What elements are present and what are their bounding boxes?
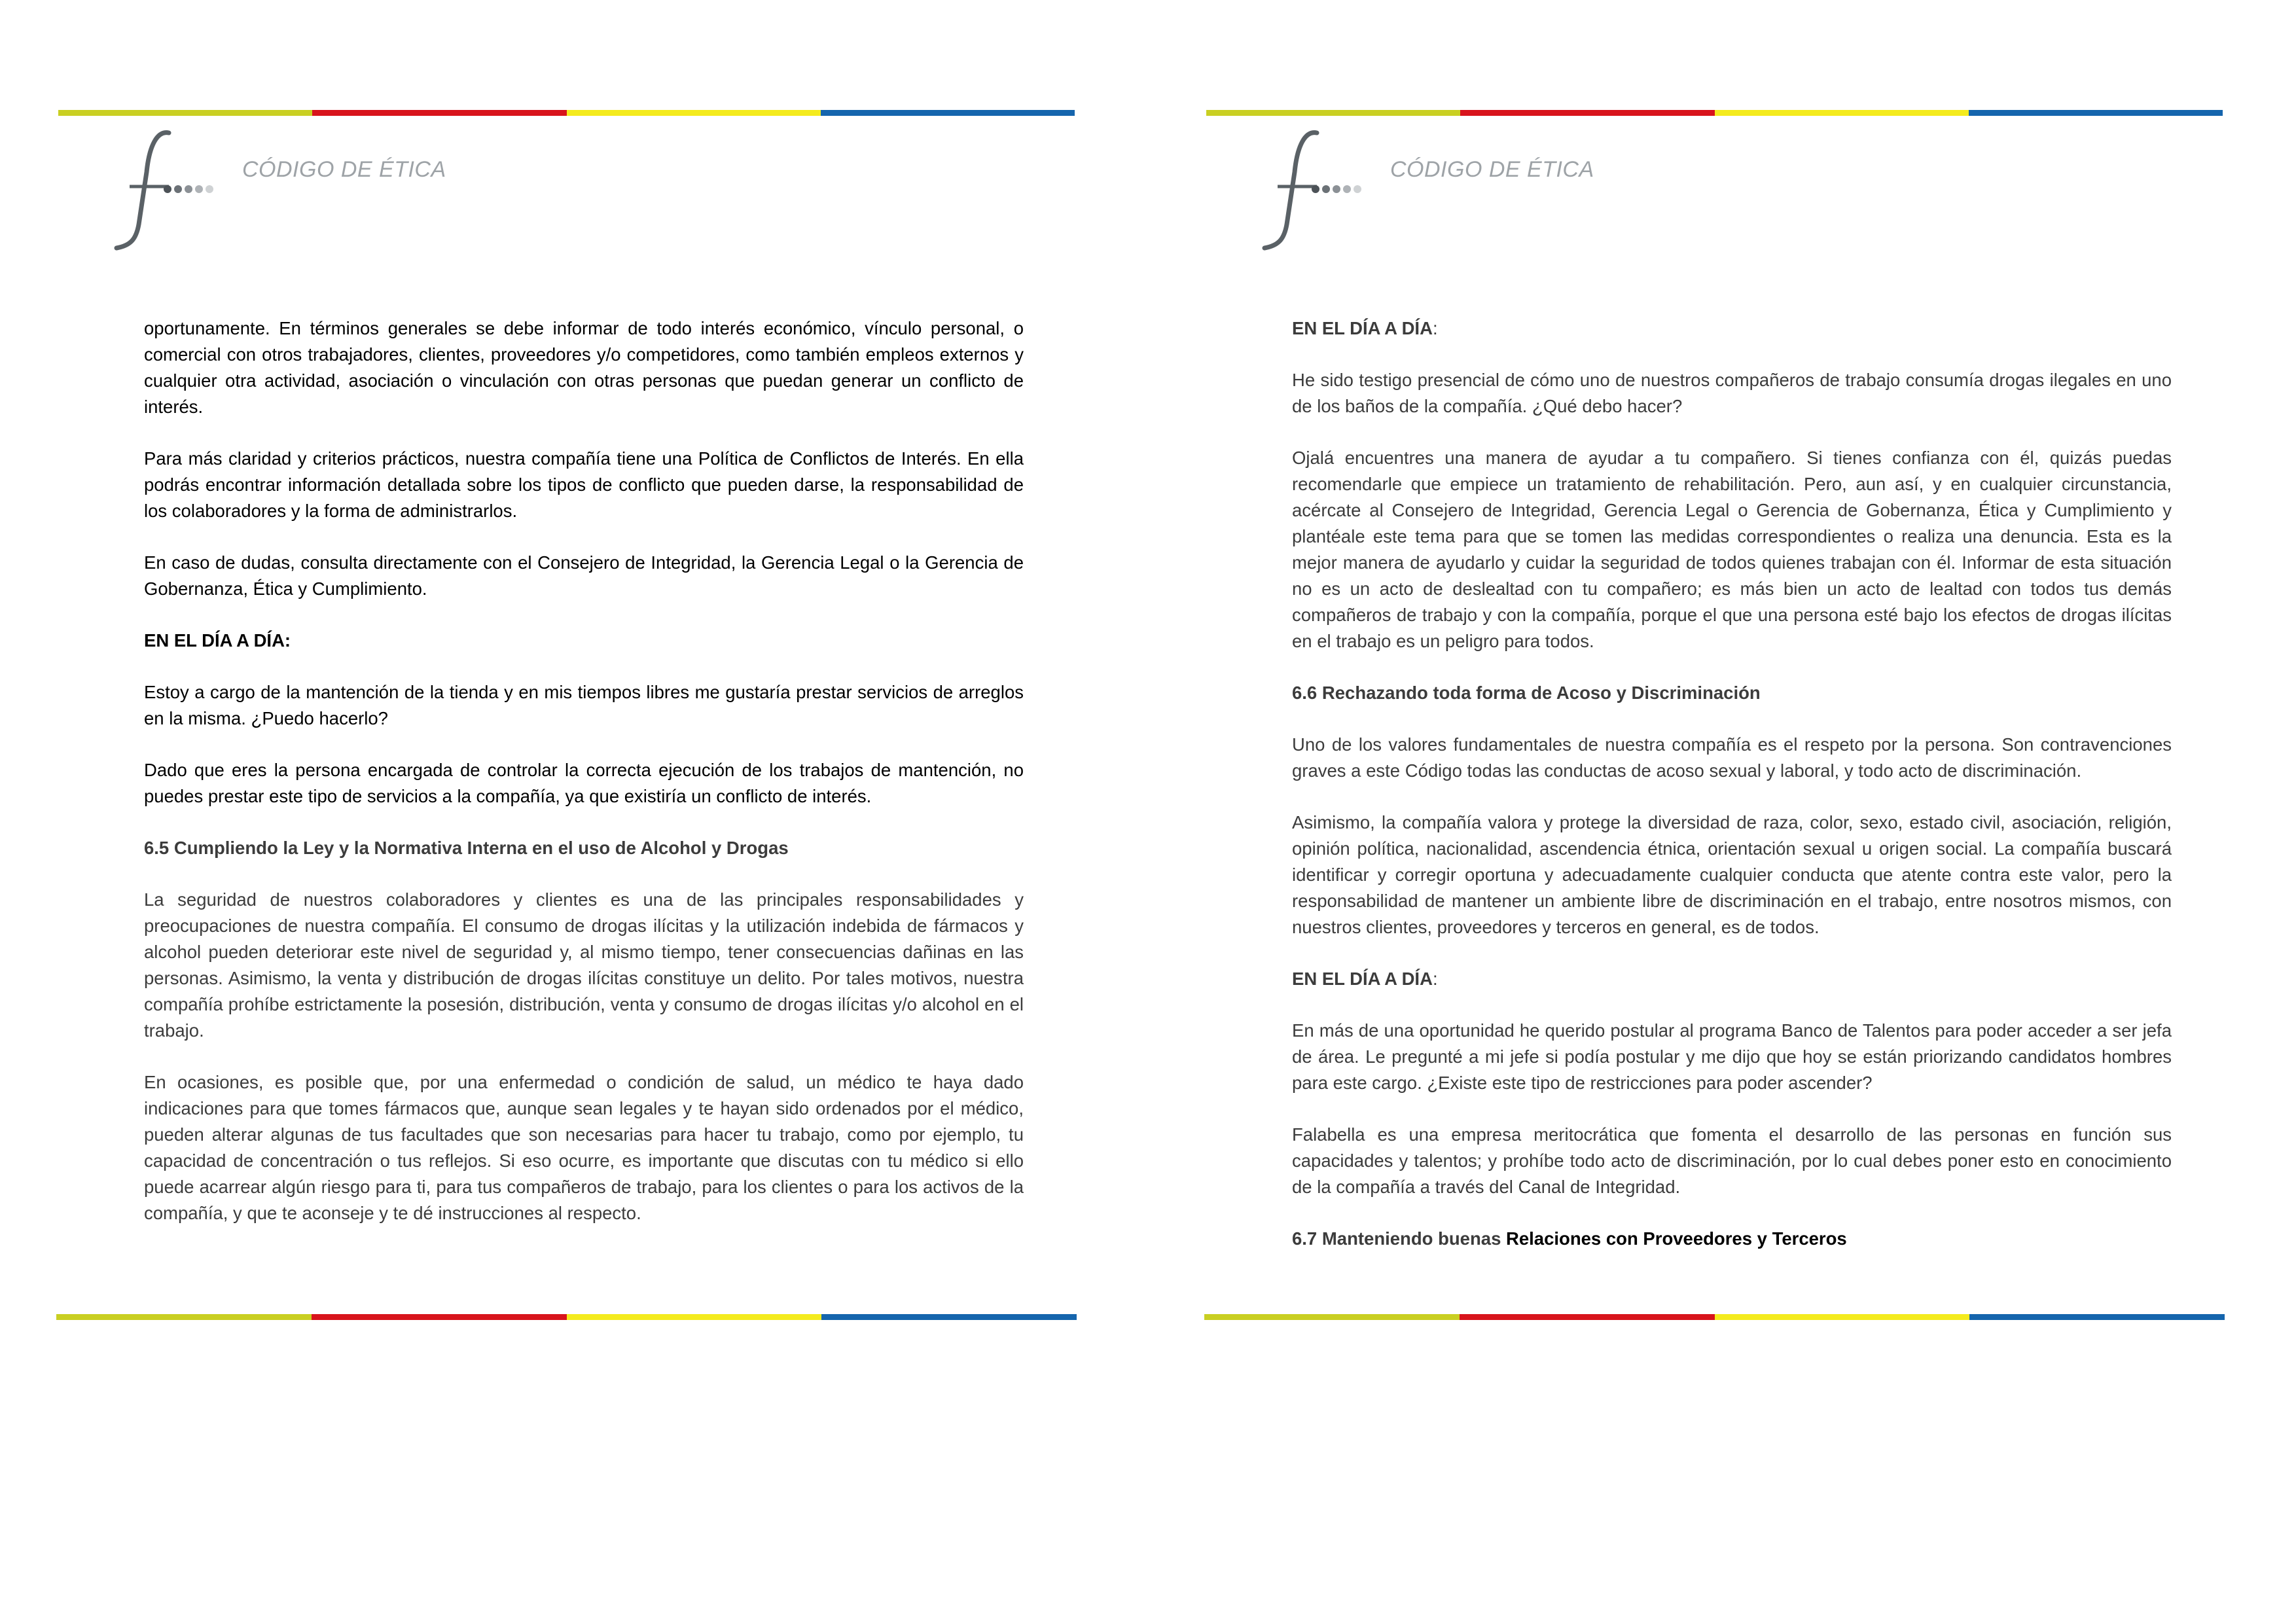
header-title: CÓDIGO DE ÉTICA xyxy=(242,157,446,182)
heading-part: Relaciones con Proveedores y Terceros xyxy=(1506,1228,1847,1249)
section-heading xyxy=(1292,315,2172,342)
paragraph: La seguridad de nuestros colaboradores y clientes es una de las principales responsabilidades y preocupaciones de nuestra compañía. El consumo de drogas ilícitas y la utilización indebida de fármacos y alcohol pueden deteriorar este nivel de seguridad y, al mismo tiempo, tener consecuencias dañinas en las personas. Asimismo, la venta y distribución de drogas ilícitas constituye un delito. Por tales motivos, nuestra compañía prohíbe estrictamente la posesión, distribución, venta y consumo de drogas ilícitas y/o alcohol en el trabajo. xyxy=(144,889,1024,1041)
section-heading xyxy=(1292,1226,2172,1252)
bottom-color-stripe xyxy=(56,1314,1077,1320)
falabella-f-logo-icon xyxy=(111,126,229,251)
paragraph: Estoy a cargo de la mantención de la tienda y en mis tiempos libres me gustaría prestar servicios de arreglos en la misma. ¿Puedo hacerlo? xyxy=(144,682,1024,728)
heading-colon: : xyxy=(1432,969,1438,989)
heading-bold: EN EL DÍA A DÍA xyxy=(1292,318,1433,338)
section-heading: 6.5 Cumpliendo la Ley y la Normativa Interna en el uso de Alcohol y Drogas xyxy=(144,838,789,858)
paragraph: En ocasiones, es posible que, por una enfermedad o condición de salud, un médico te haya dado indicaciones para que tomes fármacos que, aunque sean legales y te hayan sido ordenados por el médico, pueden alterar algunas de tus facultades que son necesarias para hacer tu trabajo, como por ejemplo, tu capacidad de concentración o tus reflejos. Si eso ocurre, es importante que discutas con tu médico si ello puede acarrear algún riesgo para ti, para tus compañeros de trabajo, para los clientes o para los activos de la compañía, y que te aconseje y te dé instrucciones al respecto. xyxy=(144,1072,1024,1223)
paragraph: He sido testigo presencial de cómo uno de nuestros compañeros de trabajo consumía drogas ilegales en uno de los baños de la compañía. ¿Qué debo hacer? xyxy=(1292,370,2172,416)
paragraph: Uno de los valores fundamentales de nuestra compañía es el respeto por la persona. Son contravenciones graves a este Código todas las conductas de acoso sexual y laboral, y todo acto de discriminación. xyxy=(1292,734,2172,781)
falabella-f-logo-icon xyxy=(1259,126,1377,251)
heading-part: 6.7 Manteniendo buenas xyxy=(1292,1228,1507,1249)
section-heading: EN EL DÍA A DÍA: xyxy=(144,630,291,651)
top-color-stripe xyxy=(58,110,1075,116)
paragraph: Ojalá encuentres una manera de ayudar a tu compañero. Si tienes confianza con él, quizás puedas recomendarle que empiece un tratamiento de rehabilitación. Pero, aun así, y en cualquier circunstancia, acércate al Consejero de Integridad, Gerencia Legal o Gerencia de Gobernanza, Ética y Cumplimiento y plantéale este tema para que se tomen las medidas correspondientes o realiza una denuncia. Esta es la mejor manera de ayudarlo y cuidar la seguridad de todos quienes trabajan con él. Informar de esta situación no es un acto de deslealtad con tu compañero; es más bien un acto de lealtad con todos tus demás compañeros de trabajo y con la compañía, porque el que una persona esté bajo los efectos de drogas ilícitas en el trabajo es un peligro para todos. xyxy=(1292,448,2172,651)
section-heading: 6.6 Rechazando toda forma de Acoso y Discriminación xyxy=(1292,683,1761,703)
paragraph: Falabella es una empresa meritocrática que fomenta el desarrollo de las personas en función sus capacidades y talentos; y prohíbe todo acto de discriminación, por lo cual debes poner esto en conocimiento de la compañía a través del Canal de Integridad. xyxy=(1292,1124,2172,1197)
section-heading xyxy=(1292,966,2172,992)
header-title: CÓDIGO DE ÉTICA xyxy=(1390,157,1594,182)
paragraph: Asimismo, la compañía valora y protege la diversidad de raza, color, sexo, estado civil, asociación, religión, opinión política, nacionalidad, ascendencia étnica, orientación sexual u origen social. La compañía buscará identificar y corregir oportuna y adecuadamente cualquier conducta que atente contra este valor, pero la responsabilidad de mantener un ambiente libre de discriminación en el trabajo, entre nosotros mismos, con nuestros clientes, proveedores y terceros en general, es de todos. xyxy=(1292,812,2172,937)
right-page-content xyxy=(1292,315,2172,1277)
top-color-stripe xyxy=(1206,110,2223,116)
paragraph: En más de una oportunidad he querido postular al programa Banco de Talentos para poder acceder a ser jefa de área. Le pregunté a mi jefe si podía postular y me dijo que hoy se están priorizando candidatos hombres para este cargo. ¿Existe este tipo de restricciones para poder ascender? xyxy=(1292,1020,2172,1093)
paragraph: Dado que eres la persona encargada de controlar la correcta ejecución de los trabajos de mantención, no puedes prestar este tipo de servicios a la compañía, ya que existiría un conflicto de interés. xyxy=(144,760,1024,806)
right-page xyxy=(1148,0,2296,1623)
heading-bold: EN EL DÍA A DÍA xyxy=(1292,969,1433,989)
paragraph: En caso de dudas, consulta directamente con el Consejero de Integridad, la Gerencia Legal o la Gerencia de Gobernanza, Ética y Cumplimiento. xyxy=(144,552,1024,599)
bottom-color-stripe xyxy=(1204,1314,2225,1320)
heading-colon: : xyxy=(1432,318,1438,338)
paragraph: Para más claridad y criterios prácticos, nuestra compañía tiene una Política de Conflictos de Interés. En ella podrás encontrar información detallada sobre los tipos de conflicto que pueden darse, la responsabilidad de los colaboradores y la forma de administrarlos. xyxy=(144,448,1024,521)
paragraph: oportunamente. En términos generales se debe informar de todo interés económico, vínculo personal, o comercial con otros trabajadores, clientes, proveedores y/o competidores, como también empleos externos y cualquier otra actividad, asociación o vinculación con otras personas que puedan generar un conflicto de interés. xyxy=(144,318,1024,417)
left-page-content xyxy=(144,315,1024,1252)
